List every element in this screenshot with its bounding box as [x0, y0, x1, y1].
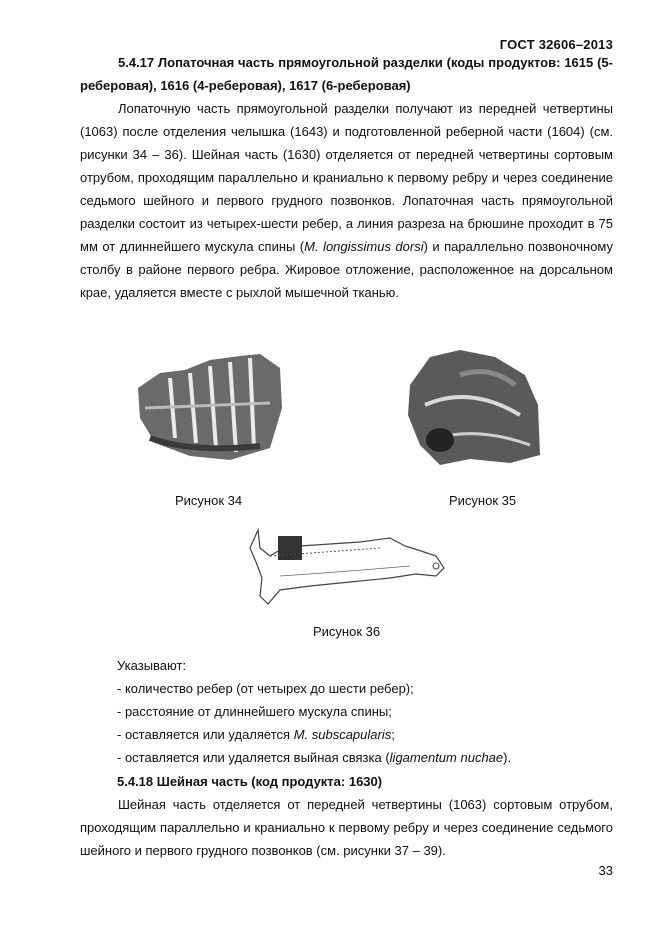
list-item-text: ).: [503, 750, 512, 765]
latin-term: ligamentum nuchae: [389, 750, 504, 765]
figure-34-caption: Рисунок 34: [175, 493, 243, 508]
figure-36-diagram: [240, 528, 448, 608]
section-paragraph-5-4-17: [80, 97, 613, 304]
latin-term: M. subscapularis: [293, 727, 392, 742]
figure-34-image: [130, 348, 290, 464]
list-item: [117, 746, 613, 769]
paragraph-text: ) и параллельно позвоночному столбу в районе первого ребра. Жировое отложение, расположенное на дорсальном крае, удаляется вместе с рыхлой мышечной тканью.: [80, 239, 614, 300]
list-item: - расстояние от длиннейшего мускула спины;: [117, 704, 392, 719]
section-paragraph-5-4-18: Шейная часть отделяется от передней четвертины (1063) сортовым отрубом, проходящим параллельно и краниально к первому ребру и через соединение седьмого шейного и первого грудного позвонков (см. рисунки 37 – 39).: [80, 797, 613, 858]
list-item: - количество ребер (от четырех до шести ребер);: [117, 681, 414, 696]
document-code: ГОСТ 32606–2013: [499, 37, 613, 52]
section-heading-5-4-18: 5.4.18 Шейная часть (код продукта: 1630): [117, 774, 383, 789]
list-intro: Указывают:: [117, 658, 187, 673]
page-number: 33: [598, 863, 613, 878]
list-item-text: - оставляется или удаляется выйная связка (: [117, 750, 390, 765]
list-item-text: ;: [391, 727, 395, 742]
figure-35-caption: Рисунок 35: [449, 493, 517, 508]
paragraph-text: Лопаточную часть прямоугольной разделки получают из передней четвертины (1063) после отделения челышка (1643) и подготовленной реберной части (1604) (см. рисунки 34 – 36). Шейная часть (1630) отделяется от передней четвертины сортовым отрубом, проходящим параллельно и краниально к первому ребру и через соединение седьмого шейного и первого грудного позвонков. Лопаточная часть прямоугольной разделки состоит из четырех-шести ребер, а линия разреза на брюшине проходит в 75 мм от длиннейшего мускула спины (: [80, 101, 613, 254]
list-item: [117, 723, 613, 746]
figure-35-image: [400, 345, 542, 470]
latin-term: M. longissimus dorsi: [304, 239, 424, 254]
specify-list: [117, 654, 613, 769]
section-heading-5-4-17: 5.4.17 Лопаточная часть прямоугольной разделки (коды продуктов: 1615 (5-реберовая), 1616 (4-реберовая), 1617 (6-реберовая): [80, 55, 613, 93]
figure-36-caption: Рисунок 36: [313, 624, 381, 639]
list-item-text: - оставляется или удаляется: [117, 727, 294, 742]
